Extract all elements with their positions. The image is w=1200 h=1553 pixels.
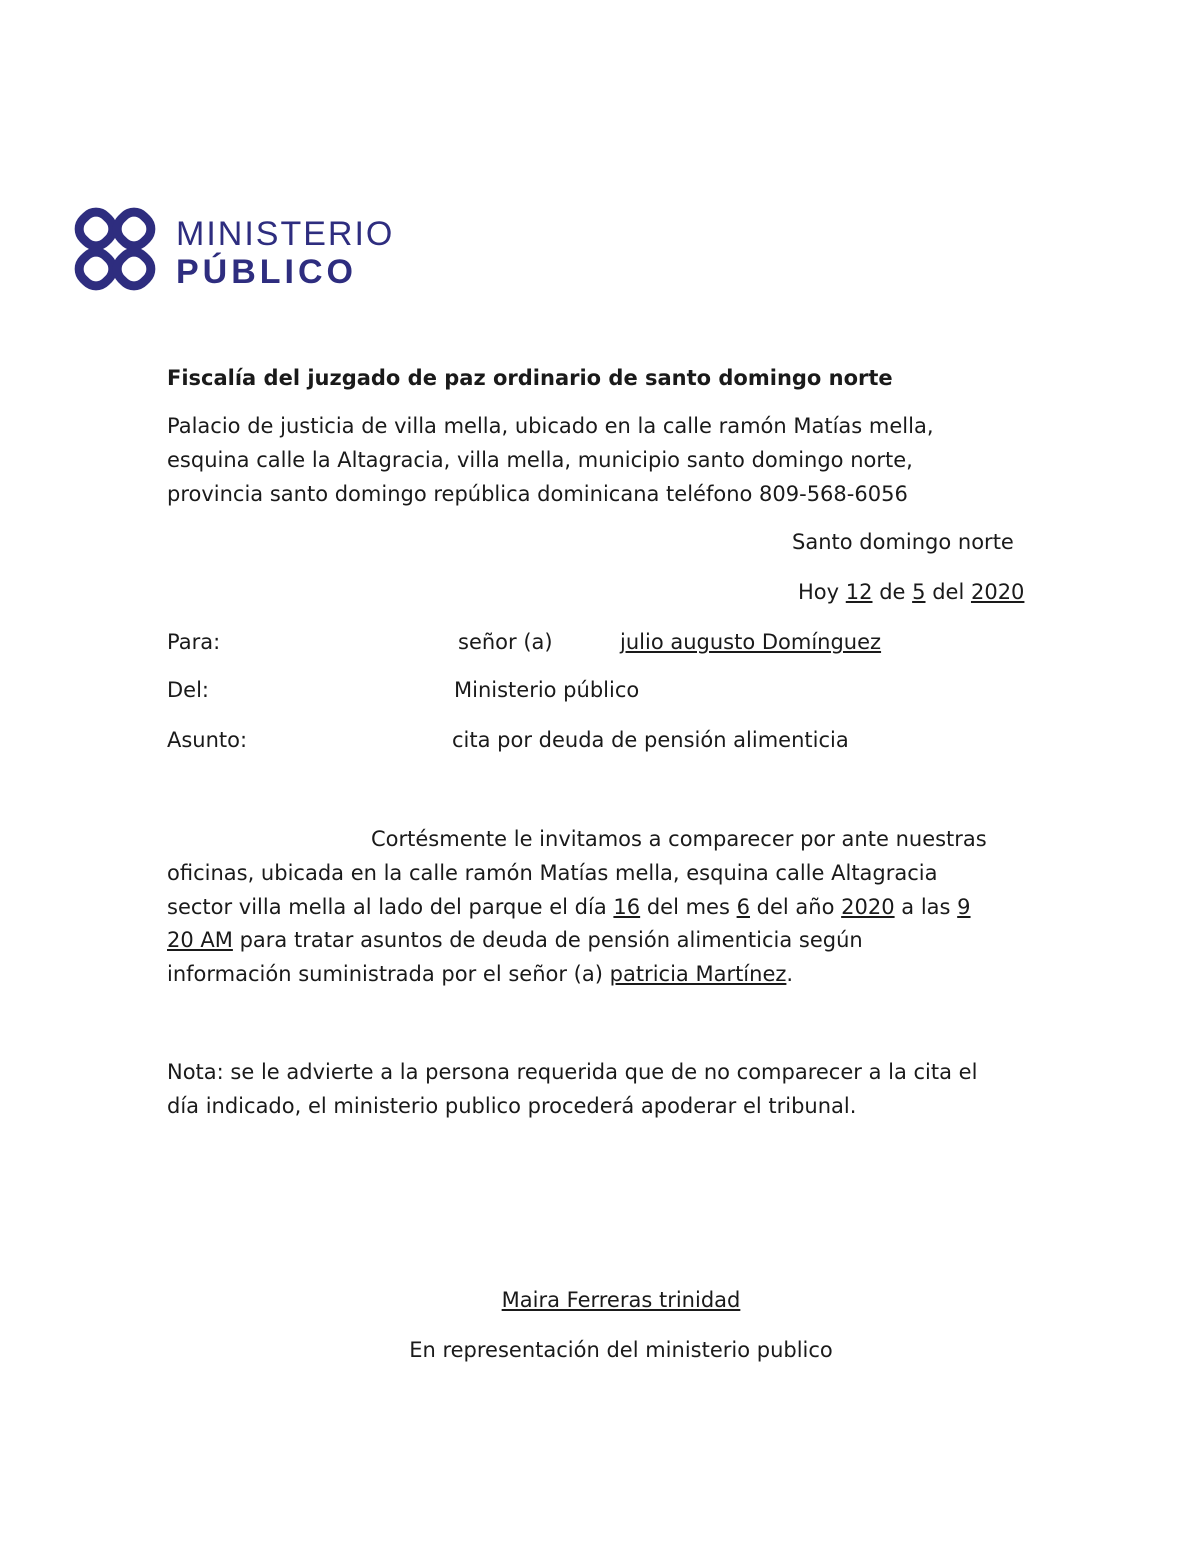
- para-title: señor (a): [458, 630, 553, 654]
- body-line-3-text-d: a las: [901, 895, 951, 919]
- body-month: 6: [736, 895, 750, 919]
- body-line-5: [167, 958, 793, 991]
- asunto-label: Asunto:: [167, 728, 248, 752]
- del-label: Del:: [167, 678, 209, 702]
- body-line-4: [167, 924, 863, 957]
- body-line-3-text-c: del año: [756, 895, 835, 919]
- date-prefix: Hoy: [798, 580, 840, 604]
- address-line-2: esquina calle la Altagracia, villa mella, municipio santo domingo norte,: [167, 448, 913, 472]
- place-text: Santo domingo norte: [792, 530, 1014, 554]
- asunto-value: cita por deuda de pensión alimenticia: [452, 728, 849, 752]
- ministerio-publico-logo: [72, 205, 395, 300]
- body-line-3-text-b: del mes: [646, 895, 730, 919]
- para-name: julio augusto Domínguez: [620, 630, 882, 654]
- date-line: [798, 580, 1024, 604]
- body-time-hour: 9: [957, 895, 971, 919]
- address-line-3: provincia santo domingo república dominicana teléfono 809-568-6056: [167, 482, 908, 506]
- date-day: 12: [845, 580, 873, 604]
- address-line-1: Palacio de justicia de villa mella, ubicado en la calle ramón Matías mella,: [167, 414, 934, 438]
- date-sep-2: del: [932, 580, 965, 604]
- signature-name: Maira Ferreras trinidad: [501, 1288, 741, 1312]
- note-line-1: Nota: se le advierte a la persona requerida que de no comparecer a la cita el: [167, 1060, 978, 1084]
- body-line-5-end: .: [786, 962, 794, 986]
- body-line-4-text: para tratar asuntos de deuda de pensión alimenticia según: [239, 928, 863, 952]
- body-line-1: Cortésmente le invitamos a comparecer por ante nuestras: [371, 827, 987, 851]
- note-line-2: día indicado, el ministerio publico procederá apoderar el tribunal.: [167, 1094, 857, 1118]
- logo-text-ministerio: MINISTERIO: [176, 215, 395, 253]
- body-year: 2020: [841, 895, 895, 919]
- para-label: Para:: [167, 630, 221, 654]
- body-line-3-text-a: sector villa mella al lado del parque el día: [167, 895, 607, 919]
- body-time-minutes: 20 AM: [167, 928, 233, 952]
- informant-name: patricia Martínez: [609, 962, 787, 986]
- body-line-5-text: información suministrada por el señor (a): [167, 962, 603, 986]
- body-day: 16: [613, 895, 641, 919]
- signature-role: En representación del ministerio publico: [409, 1338, 833, 1362]
- office-title: Fiscalía del juzgado de paz ordinario de santo domingo norte: [167, 366, 893, 390]
- body-line-3: [167, 891, 971, 924]
- logo-knot-icon: [72, 205, 167, 300]
- date-sep-1: de: [879, 580, 906, 604]
- date-month: 5: [912, 580, 926, 604]
- del-value: Ministerio público: [454, 678, 640, 702]
- date-year: 2020: [970, 580, 1025, 604]
- logo-text-publico: PÚBLICO: [176, 253, 357, 291]
- body-line-2: oficinas, ubicada en la calle ramón Matías mella, esquina calle Altagracia: [167, 861, 938, 885]
